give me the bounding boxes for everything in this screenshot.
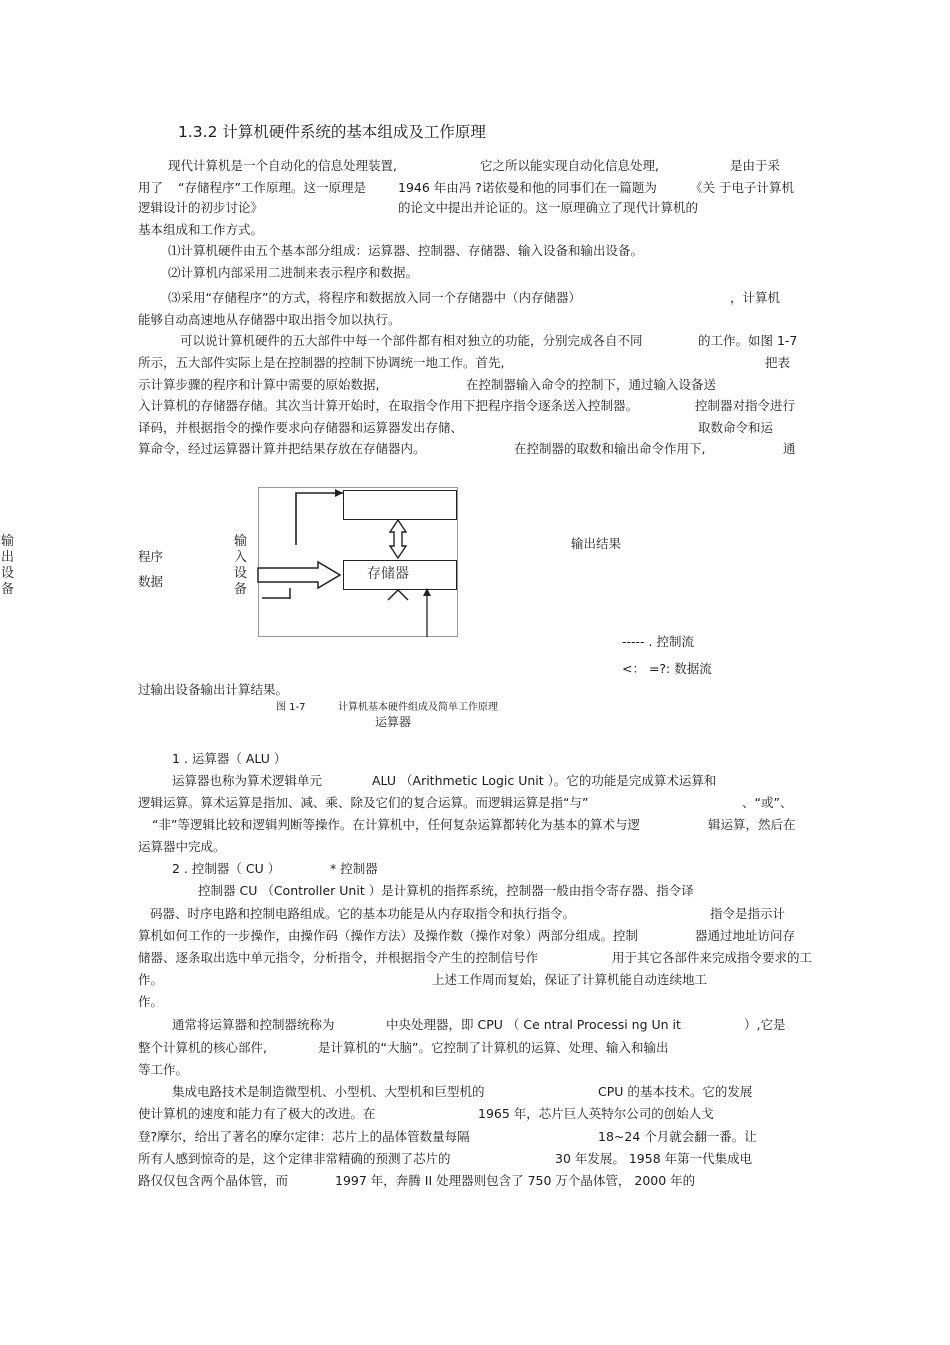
text-line: 、“或”、 <box>742 795 793 810</box>
text-line: 基本组成和工作方式。 <box>138 222 264 237</box>
figure-caption-text: 计算机基本硬件组成及简单工作原理 <box>338 702 498 713</box>
memory-label: 存储器 <box>367 566 409 582</box>
text-line: ）,它是 <box>744 1017 786 1032</box>
text-line: 码器、时序电路和控制电路组成。它的基本功能是从内存取指令和执行指令。 <box>150 906 576 921</box>
text-line: 上述工作周而复始，保证了计算机能自动连续地工 <box>432 972 708 987</box>
text-line: 在控制器的取数和输出命令作用下, <box>514 441 706 456</box>
text-line: 在控制器输入命令的控制下，通过输入设备送 <box>466 377 717 392</box>
text-line: 路仅仅包含两个晶体管，而 <box>138 1173 289 1188</box>
text-line: 能够自动高速地从存储器中取出指令加以执行。 <box>138 312 401 327</box>
text-line: 2 . 控制器（ CU ） <box>172 861 281 876</box>
text-line: 辑运算，然后在 <box>708 817 796 832</box>
text-line: 作。 <box>138 972 164 987</box>
program-label: 程序 <box>138 549 164 564</box>
text-line: 器通过地址访问存 <box>695 928 796 943</box>
text-line: 的工作。如图 1-7 <box>698 333 798 348</box>
text-line: 控制器对指令进行 <box>695 398 796 413</box>
text-line: 30 年发展。 1958 年第一代集成电 <box>555 1151 753 1166</box>
text-line: 把表 <box>765 355 791 370</box>
text-line: 1 . 运算器（ ALU ） <box>172 751 287 766</box>
text-line: 作。 <box>138 994 164 1009</box>
text-line: 示计算步骤的程序和计算中需要的原始数据, <box>138 377 380 392</box>
text-line: 算命令，经过运算器计算并把结果存放在存储器内。 <box>138 441 426 456</box>
text-line: 指令是指示计 <box>710 906 786 921</box>
figure-caption-number: 图 1-7 <box>276 702 306 713</box>
text-line: 所示，五大部件实际上是在控制器的控制下协调统一地工作。首先, <box>138 355 505 370</box>
after-figure-line: 过输出设备输出计算结果。 <box>138 682 289 697</box>
text-line: ALU （Arithmetic Logic Unit ）。它的功能是完成算术运算和 <box>372 773 717 788</box>
text-line: ⑴计算机硬件由五个基本部分组成：运算器、控制器、存储器、输入设备和输出设备。 <box>168 243 644 258</box>
text-line: 取数命令和运 <box>698 420 774 435</box>
top-feed-line <box>296 493 343 545</box>
text-line: ⑶采用“存储程序”的方式，将程序和数据放入同一个存储器中（内存储器） <box>168 290 581 305</box>
text-line: 通常将运算器和控制器统称为 <box>172 1017 335 1032</box>
text-line: 逻辑运算。算术运算是指加、减、乘、除及它们的复合运算。而逻辑运算是指“与” <box>138 795 589 810</box>
text-line: 它之所以能实现自动化信息处理, <box>480 158 659 173</box>
text-line: 使计算机的速度和能力有了极大的改进。在 <box>138 1106 376 1121</box>
text-line: ，计算机 <box>730 290 781 305</box>
text-line: 中央处理器，即 CPU （ Ce ntral Processi ng Un it <box>386 1017 681 1032</box>
text-line: 登?摩尔，给出了著名的摩尔定律：芯片上的晶体管数量每隔 <box>138 1129 470 1144</box>
text-line: 集成电路技术是制造微型机、小型机、大型机和巨型机的 <box>172 1084 485 1099</box>
text-line: 现代计算机是一个自动化的信息处理装置, <box>168 158 397 173</box>
alu-small-heading: 运算器 <box>375 715 412 729</box>
text-line: 运算器也称为算术逻辑单元 <box>172 773 323 788</box>
output-device-label: 输出设备 <box>1 534 15 597</box>
text-line: 储器、逐条取出选中单元指令，分析指令，并根据指令产生的控制信号作 <box>138 950 539 965</box>
text-line: 可以说计算机硬件的五大部件中每一个部件都有相对独立的功能，分别完成各自不同 <box>180 333 643 348</box>
text-line: 是计算机的“大脑”。它控制了计算机的运算、处理、输入和输出 <box>318 1040 669 1055</box>
text-line: 整个计算机的核心部件, <box>138 1040 267 1055</box>
text-line: 等工作。 <box>138 1062 189 1077</box>
text-line: * 控制器 <box>330 861 378 876</box>
text-line: 1946 年由冯 ?诺依曼和他的同事们在一篇题为 <box>398 180 657 195</box>
text-line: 入计算机的存储器存储。其次当计算开始时，在取指令作用下把程序指令逐条送入控制器。 <box>138 398 639 413</box>
text-line: 用了 <box>138 180 164 195</box>
text-line: 1965 年，芯片巨人英特尔公司的创始人戈 <box>478 1106 714 1121</box>
text-line: 控制器 CU （Controller Unit ）是计算机的指挥系统，控制器一般由指令寄存器、指令译 <box>198 883 694 898</box>
text-line: 1997 年，奔腾 II 处理器则包含了 750 万个晶体管， 2000 年的 <box>335 1173 696 1188</box>
text-line: 《关 于电子计算机 <box>690 180 794 195</box>
text-line: 译码，并根据指令的操作要求向存储器和运算器发出存储、 <box>138 420 464 435</box>
data-label: 数据 <box>138 574 164 589</box>
input-device-label: 输入设备 <box>234 534 248 597</box>
text-line: 算机如何工作的一步操作，由操作码（操作方法）及操作数（操作对象）两部分组成。控制 <box>138 928 639 943</box>
text-line: 的论文中提出并论证的。这一原理确立了现代计算机的 <box>398 200 699 215</box>
text-line: 是由于采 <box>730 158 781 173</box>
text-line: 用于其它各部件来完成指令要求的工 <box>612 950 813 965</box>
input-arrow <box>258 562 340 588</box>
legend-data-flow: <： =?: 数据流 <box>622 661 712 676</box>
legend-control-flow: ----- . 控制流 <box>622 634 694 649</box>
output-result-label: 输出结果 <box>571 536 622 551</box>
text-line: 通 <box>783 441 796 456</box>
double-arrow <box>390 520 406 558</box>
text-line: 运算器中完成。 <box>138 839 226 854</box>
control-arrow <box>423 588 431 596</box>
text-line: “非”等逻辑比较和逻辑判断等操作。在计算机中，任何复杂运算都转化为基本的算术与逻 <box>152 817 640 832</box>
top-feed-arrow <box>335 489 343 497</box>
memory-chevron <box>388 590 408 600</box>
text-line: “存储程序”工作原理。这一原理是 <box>178 180 366 195</box>
text-line: 逻辑设计的初步讨论》 <box>138 200 264 215</box>
text-line: 所有人感到惊奇的是，这个定律非常精确的预测了芯片的 <box>138 1151 451 1166</box>
text-line: 18~24 个月就会翻一番。让 <box>598 1129 757 1144</box>
section-title: 1.3.2 计算机硬件系统的基本组成及工作原理 <box>178 123 486 141</box>
text-line: CPU 的基本技术。它的发展 <box>598 1084 753 1099</box>
text-line: ⑵计算机内部采用二进制来表示程序和数据。 <box>168 265 419 280</box>
